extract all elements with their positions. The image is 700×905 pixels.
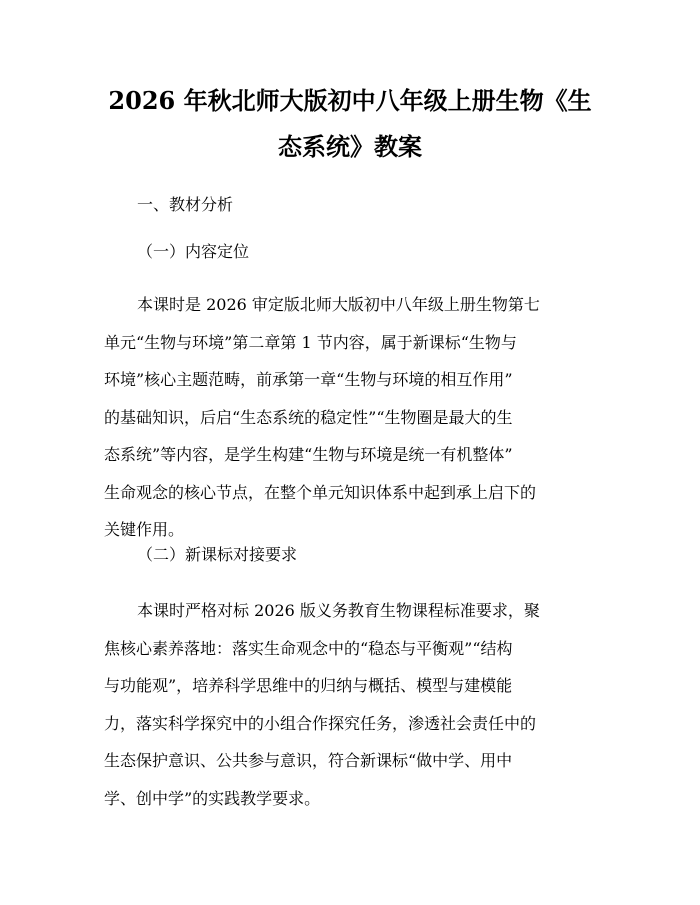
section-heading-textbook-analysis: 一、教材分析 bbox=[137, 195, 234, 214]
paragraph-line: 态系统”等内容，是学生构建“生物与环境是统一有机整体” bbox=[104, 445, 513, 464]
subsection-heading-content-positioning: （一）内容定位 bbox=[137, 242, 250, 261]
paragraph-line: 生态保护意识、公共参与意识，符合新课标“做中学、用中 bbox=[104, 751, 513, 770]
paragraph-line: 单元“生物与环境”第二章第 1 节内容，属于新课标“生物与 bbox=[104, 332, 517, 352]
paragraph-line: 的基础知识，后启“生态系统的稳定性”“生物圈是最大的生 bbox=[104, 407, 513, 427]
paragraph-line: 关键作用。 bbox=[104, 520, 185, 539]
paragraph-line: 生命观念的核心节点，在整个单元知识体系中起到承上启下的 bbox=[104, 482, 537, 502]
paragraph-curriculum-standards bbox=[104, 592, 600, 817]
paragraph-line: 力，落实科学探究中的小组合作探究任务，渗透社会责任中的 bbox=[104, 713, 537, 733]
paragraph-line: 与功能观”，培养科学思维中的归纳与概括、模型与建模能 bbox=[104, 676, 513, 695]
title-line-1: 2026 年秋北师大版初中八年级上册生物《生 bbox=[108, 86, 592, 115]
paragraph-line: 焦核心素养落地：落实生命观念中的“稳态与平衡观”“结构 bbox=[104, 638, 513, 658]
paragraph-line: 环境”核心主题范畴，前承第一章“生物与环境的相互作用” bbox=[104, 370, 513, 389]
paragraph-line: 学、创中学”的实践教学要求。 bbox=[104, 788, 321, 808]
paragraph-line: 本课时是 2026 审定版北师大版初中八年级上册生物第七 bbox=[137, 295, 540, 314]
document-title bbox=[96, 78, 604, 170]
paragraph-content-positioning bbox=[104, 286, 600, 549]
paragraph-line: 本课时严格对标 2026 版义务教育生物课程标准要求，聚 bbox=[137, 601, 540, 620]
subsection-heading-curriculum-standards: （二）新课标对接要求 bbox=[137, 545, 298, 564]
title-line-2: 态系统》教案 bbox=[278, 132, 422, 161]
